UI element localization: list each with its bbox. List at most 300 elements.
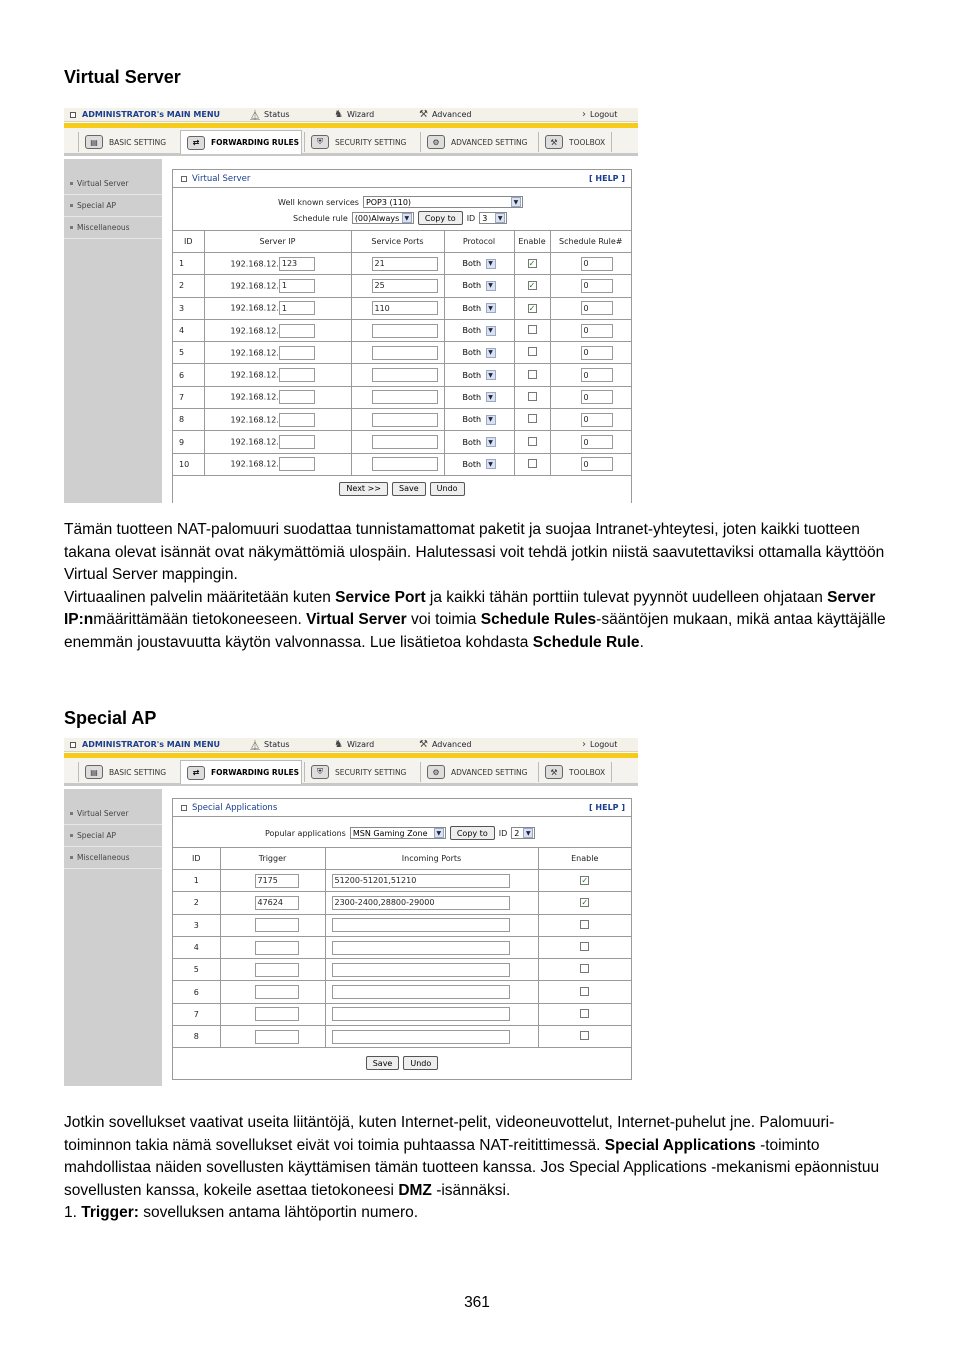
trigger-cell (220, 1003, 325, 1025)
trigger-input[interactable] (255, 1007, 299, 1021)
undo-button[interactable]: Undo (403, 1056, 438, 1070)
incoming-ports-input[interactable] (332, 985, 510, 999)
server-ip-cell (204, 253, 351, 275)
paragraph-special-applications: Jotkin sovellukset vaativat useita liitäntöjä, kuten Internet-pelit, videoneuvottelut, Internet-puhelut jne. Palomuuri-toiminnon takia nämä sovellukset eivät voi toimia puhtaassa NAT-reitittimessä. Special Applications -toiminto mahdollistaa näiden sovellusten käyttämisen tämän tuotteen kanssa. Jos Special Applications -mekanismi epäonnistuu sovellusten kanssa, kokeile asettaa tietokoneesi DMZ -isännäksi. (64, 1114, 880, 1199)
enable-cell (538, 1026, 631, 1048)
server-ip-cell (204, 275, 351, 297)
table-row (173, 319, 631, 341)
service-ports-input[interactable]: 25 (372, 279, 438, 293)
sidebar-item-virtual-server[interactable]: Virtual Server (64, 173, 162, 195)
table-row (173, 1003, 631, 1025)
well-known-services-select[interactable]: POP3 (110) ▼ (363, 196, 523, 208)
protocol-cell (444, 253, 514, 275)
enable-checkbox[interactable] (580, 920, 589, 929)
service-ports-cell (351, 253, 444, 275)
forwarding-rules-icon: ⇄ (187, 136, 205, 150)
top-menu-bar (64, 108, 638, 122)
row-id: 5 (173, 342, 204, 364)
server-ip-input[interactable]: 1 (279, 301, 315, 315)
service-ports-input[interactable] (372, 413, 438, 427)
panel-title: Virtual Server (192, 173, 251, 184)
advanced-link[interactable]: Advanced (431, 740, 472, 749)
service-ports-input[interactable] (372, 435, 438, 449)
sidebar (64, 159, 162, 503)
server-ip-cell (204, 364, 351, 386)
service-ports-cell (351, 364, 444, 386)
sidebar-item-special-ap[interactable]: Special AP (64, 195, 162, 217)
enable-checkbox[interactable] (528, 437, 537, 446)
advanced-icon: ⚒ (419, 739, 428, 750)
status-link[interactable]: Status (264, 110, 290, 119)
ip-prefix: 192.168.12. (230, 415, 279, 425)
table-row (173, 386, 631, 408)
dropdown-arrow-icon: ▼ (523, 828, 533, 838)
save-button[interactable]: Save (392, 482, 426, 496)
protocol-cell (444, 431, 514, 453)
enable-checkbox[interactable] (528, 392, 537, 401)
protocol-select[interactable] (461, 436, 497, 448)
service-ports-input[interactable] (372, 390, 438, 404)
row-id: 2 (173, 275, 204, 297)
protocol-cell (444, 275, 514, 297)
virtual-server-panel (172, 169, 632, 503)
row-id: 8 (173, 409, 204, 431)
trigger-input[interactable]: 47624 (255, 896, 299, 910)
status-link[interactable]: Status (264, 740, 290, 749)
schedule-rule-cell (550, 431, 631, 453)
main-tabs (64, 758, 638, 786)
incoming-ports-cell (325, 936, 538, 958)
enable-cell (514, 431, 550, 453)
trigger-cell (220, 959, 325, 981)
dropdown-arrow-icon: ▼ (486, 303, 496, 313)
menu-square-icon (70, 112, 76, 118)
enable-cell (514, 386, 550, 408)
protocol-cell (444, 386, 514, 408)
enable-checkbox-checked[interactable]: ✓ (528, 259, 536, 269)
server-ip-input[interactable] (279, 324, 315, 338)
table-row (173, 275, 631, 297)
ip-prefix: 192.168.12. (230, 326, 279, 336)
column-header: Protocol (444, 231, 514, 253)
enable-checkbox[interactable] (528, 459, 537, 468)
enable-checkbox-checked[interactable]: ✓ (528, 303, 536, 313)
virtual-server-form (173, 188, 631, 230)
column-header: Enable (538, 848, 631, 870)
trigger-cell (220, 981, 325, 1003)
table-row (173, 297, 631, 319)
table-row (173, 936, 631, 958)
trigger-input[interactable] (255, 941, 299, 955)
enable-cell (514, 342, 550, 364)
save-button[interactable]: Save (366, 1056, 400, 1070)
enable-cell (538, 959, 631, 981)
forwarding-rules-icon: ⇄ (187, 766, 205, 780)
table-row (173, 870, 631, 892)
enable-checkbox[interactable] (580, 987, 589, 996)
row-id: 2 (173, 892, 220, 914)
row-id: 7 (173, 386, 204, 408)
help-link[interactable]: [ HELP ] (588, 174, 625, 183)
panel-title-bar (173, 170, 631, 188)
protocol-value: Both (462, 392, 482, 402)
service-ports-input[interactable] (372, 346, 438, 360)
incoming-ports-cell (325, 914, 538, 936)
column-header: ID (173, 231, 204, 253)
paragraph-details: Virtuaalinen palvelin määritetään kuten Service Port ja kaikki tähän porttiin tulevat pyynnöt uudelleen ohjataan Server IP:nmäärittämään tietokoneeseen. Virtual Server voi toimia Schedule Rules-sääntöjen mukaan, mikä antaa käyttäjälle enemmän joustavuutta käytön valvonnassa. Lue lisätietoa kohdasta Schedule Rule. (64, 588, 886, 651)
enable-checkbox-checked[interactable]: ✓ (528, 281, 536, 291)
protocol-value: Both (462, 326, 482, 336)
incoming-ports-input[interactable]: 51200-51201,51210 (332, 874, 510, 888)
tab-forwarding-rules[interactable]: ⇄ FORWARDING RULES (180, 130, 302, 154)
dropdown-arrow-icon: ▼ (511, 197, 521, 207)
incoming-ports-input[interactable]: 2300-2400,28800-29000 (332, 896, 510, 910)
enable-checkbox[interactable] (528, 370, 537, 379)
page-number: 361 (464, 1294, 490, 1311)
column-header: Enable (514, 231, 550, 253)
sidebar-item-miscellaneous[interactable]: Miscellaneous (64, 847, 162, 869)
paragraph-trigger: 1. Trigger: sovelluksen antama lähtöportin numero. (64, 1204, 419, 1222)
wizard-link[interactable]: Wizard (346, 110, 375, 119)
tab-forwarding-rules[interactable]: ⇄ FORWARDING RULES (180, 760, 302, 784)
panel-title-bar (173, 799, 631, 817)
popular-applications-select[interactable]: MSN Gaming Zone ▼ (350, 827, 446, 839)
service-ports-cell (351, 431, 444, 453)
service-ports-cell (351, 342, 444, 364)
ip-prefix: 192.168.12. (230, 348, 279, 358)
incoming-ports-input[interactable] (332, 1007, 510, 1021)
enable-checkbox[interactable] (580, 964, 589, 973)
basic-setting-icon: ▤ (85, 135, 103, 149)
schedule-rule-cell (550, 409, 631, 431)
protocol-value: Both (462, 259, 482, 269)
server-ip-input[interactable] (279, 435, 315, 449)
row-id: 6 (173, 981, 220, 1003)
server-ip-input[interactable] (279, 346, 315, 360)
dropdown-arrow-icon: ▼ (434, 828, 444, 838)
enable-checkbox[interactable] (580, 1031, 589, 1040)
ip-prefix: 192.168.12. (230, 303, 279, 313)
protocol-select[interactable] (461, 458, 497, 470)
trigger-cell (220, 914, 325, 936)
dropdown-arrow-icon: ▼ (486, 459, 496, 469)
protocol-select[interactable] (461, 258, 497, 270)
table-row (173, 914, 631, 936)
protocol-value: Both (462, 459, 482, 469)
service-ports-input[interactable] (372, 324, 438, 338)
admin-main-menu-link[interactable]: ADMINISTRATOR's MAIN MENU (82, 740, 221, 749)
table-row (173, 1026, 631, 1048)
schedule-rule-input[interactable]: 0 (581, 413, 613, 427)
protocol-cell (444, 319, 514, 341)
service-ports-cell (351, 319, 444, 341)
schedule-rule-cell (550, 297, 631, 319)
table-row (173, 892, 631, 914)
enable-checkbox[interactable] (528, 347, 537, 356)
trigger-input[interactable]: 7175 (255, 874, 299, 888)
table-row (173, 409, 631, 431)
incoming-ports-cell (325, 959, 538, 981)
protocol-select[interactable] (461, 414, 497, 426)
protocol-select[interactable] (461, 302, 497, 314)
row-id: 7 (173, 1003, 220, 1025)
enable-cell (514, 275, 550, 297)
help-link[interactable]: [ HELP ] (588, 803, 625, 812)
enable-checkbox-checked[interactable]: ✓ (581, 876, 589, 886)
service-ports-input[interactable] (372, 368, 438, 382)
enable-cell (514, 297, 550, 319)
next-button[interactable]: Next >> (339, 482, 388, 496)
service-ports-input[interactable] (372, 457, 438, 471)
column-header: Incoming Ports (325, 848, 538, 870)
enable-cell (538, 936, 631, 958)
wizard-icon: ♞ (334, 739, 343, 750)
incoming-ports-input[interactable] (332, 918, 510, 932)
schedule-rule-input[interactable]: 0 (581, 346, 613, 360)
row-id: 3 (173, 914, 220, 936)
dropdown-arrow-icon: ▼ (486, 259, 496, 269)
copy-to-button[interactable]: Copy to (450, 826, 495, 840)
security-setting-icon: ⛨ (311, 135, 329, 149)
enable-cell (538, 1003, 631, 1025)
sidebar-item-special-ap[interactable]: Special AP (64, 825, 162, 847)
top-menu-bar (64, 738, 638, 752)
special-ap-screenshot (64, 738, 638, 1086)
protocol-select[interactable] (461, 325, 497, 337)
table-row (173, 342, 631, 364)
trigger-input[interactable] (255, 918, 299, 932)
id-select[interactable]: 2 ▼ (511, 827, 535, 839)
panel-title: Special Applications (192, 802, 278, 813)
logout-link[interactable]: Logout (590, 110, 618, 119)
schedule-rule-cell (550, 319, 631, 341)
logout-link[interactable]: Logout (590, 740, 618, 749)
schedule-rule-cell (550, 342, 631, 364)
trigger-cell (220, 892, 325, 914)
id-select[interactable]: 3 ▼ (479, 212, 507, 224)
server-ip-cell (204, 342, 351, 364)
server-ip-cell (204, 453, 351, 475)
column-header: ID (173, 848, 220, 870)
special-applications-table (173, 847, 631, 1048)
incoming-ports-input[interactable] (332, 1030, 510, 1044)
schedule-rule-input[interactable]: 0 (581, 368, 613, 382)
ip-prefix: 192.168.12. (230, 370, 279, 380)
tab-security-setting[interactable]: ⛨ SECURITY SETTING (304, 132, 406, 152)
virtual-server-buttons (173, 476, 631, 502)
paragraph-intro: Tämän tuotteen NAT-palomuuri suodattaa tunnistamattomat paketit ja suojaa Intranet-yhteytesi, joten kaikki tuotteen takana olevat isännät ovat näkymättömiä ulospäin. Halutessasi voit tehdä jotkin niistä saavutettaviksi ottamalla käyttöön Virtual Server mappingin. (64, 521, 885, 584)
trigger-cell (220, 1026, 325, 1048)
enable-cell (514, 253, 550, 275)
ip-prefix: 192.168.12. (230, 459, 279, 469)
incoming-ports-input[interactable] (332, 963, 510, 977)
column-header: Service Ports (351, 231, 444, 253)
status-icon: ⏅ (250, 111, 260, 122)
service-ports-cell (351, 409, 444, 431)
schedule-rule-input[interactable]: 0 (581, 324, 613, 338)
server-ip-cell (204, 409, 351, 431)
dropdown-arrow-icon: ▼ (486, 370, 496, 380)
dropdown-arrow-icon: ▼ (486, 392, 496, 402)
popular-applications-label: Popular applications (265, 828, 346, 838)
server-ip-input[interactable] (279, 390, 315, 404)
schedule-rule-input[interactable]: 0 (581, 279, 613, 293)
schedule-rule-input[interactable]: 0 (581, 257, 613, 271)
wizard-link[interactable]: Wizard (346, 740, 375, 749)
column-header: Trigger (220, 848, 325, 870)
table-row (173, 431, 631, 453)
logout-arrow-icon: › (582, 109, 586, 120)
dropdown-arrow-icon: ▼ (486, 437, 496, 447)
enable-checkbox[interactable] (528, 414, 537, 423)
service-ports-input[interactable]: 110 (372, 301, 438, 315)
protocol-select[interactable] (461, 369, 497, 381)
server-ip-input[interactable]: 1 (279, 279, 315, 293)
protocol-select[interactable] (461, 391, 497, 403)
trigger-input[interactable] (255, 1030, 299, 1044)
server-ip-cell (204, 386, 351, 408)
wizard-icon: ♞ (334, 109, 343, 120)
protocol-value: Both (462, 437, 482, 447)
admin-main-menu-link[interactable]: ADMINISTRATOR's MAIN MENU (82, 110, 221, 119)
advanced-setting-icon: ⚙ (427, 135, 445, 149)
trigger-input[interactable] (255, 963, 299, 977)
protocol-value: Both (462, 415, 482, 425)
row-id: 5 (173, 959, 220, 981)
row-id: 1 (173, 870, 220, 892)
protocol-select[interactable] (461, 280, 497, 292)
protocol-cell (444, 453, 514, 475)
menu-square-icon (70, 742, 76, 748)
service-ports-input[interactable]: 21 (372, 257, 438, 271)
schedule-rule-cell (550, 386, 631, 408)
protocol-value: Both (462, 370, 482, 380)
tab-toolbox[interactable]: ⚒ TOOLBOX (538, 762, 612, 782)
dropdown-arrow-icon: ▼ (402, 213, 412, 223)
protocol-select[interactable] (461, 347, 497, 359)
row-id: 4 (173, 936, 220, 958)
trigger-cell (220, 936, 325, 958)
enable-checkbox-checked[interactable]: ✓ (581, 898, 589, 908)
service-ports-cell (351, 453, 444, 475)
tab-toolbox[interactable]: ⚒ TOOLBOX (538, 132, 612, 152)
incoming-ports-cell (325, 1026, 538, 1048)
incoming-ports-cell (325, 981, 538, 1003)
undo-button[interactable]: Undo (430, 482, 465, 496)
trigger-input[interactable] (255, 985, 299, 999)
column-header: Server IP (204, 231, 351, 253)
tab-basic-setting[interactable]: ▤ BASIC SETTING (78, 132, 166, 152)
trigger-cell (220, 870, 325, 892)
special-applications-panel (172, 798, 632, 1080)
schedule-rule-input[interactable]: 0 (581, 457, 613, 471)
protocol-cell (444, 297, 514, 319)
status-icon: ⏅ (250, 741, 260, 752)
table-row (173, 959, 631, 981)
server-ip-input[interactable]: 123 (279, 257, 315, 271)
schedule-rule-cell (550, 453, 631, 475)
logout-arrow-icon: › (582, 739, 586, 750)
schedule-rule-input[interactable]: 0 (581, 301, 613, 315)
enable-cell (538, 892, 631, 914)
protocol-value: Both (462, 348, 482, 358)
main-tabs (64, 128, 638, 156)
protocol-cell (444, 342, 514, 364)
id-label: ID (498, 828, 508, 838)
column-header: Schedule Rule# (550, 231, 631, 253)
tab-advanced-setting[interactable]: ⚙ ADVANCED SETTING (420, 762, 527, 782)
row-id: 9 (173, 431, 204, 453)
security-setting-icon: ⛨ (311, 765, 329, 779)
row-id: 10 (173, 453, 204, 475)
schedule-rule-select[interactable]: (00)Always ▼ (352, 212, 414, 224)
panel-square-icon (181, 805, 187, 811)
enable-cell (514, 409, 550, 431)
service-ports-cell (351, 386, 444, 408)
dropdown-arrow-icon: ▼ (486, 281, 496, 291)
schedule-rule-input[interactable]: 0 (581, 435, 613, 449)
schedule-rule-input[interactable]: 0 (581, 390, 613, 404)
basic-setting-icon: ▤ (85, 765, 103, 779)
section-heading-special-ap: Special AP (64, 708, 157, 728)
special-applications-form (173, 817, 631, 847)
tab-advanced-setting[interactable]: ⚙ ADVANCED SETTING (420, 132, 527, 152)
sidebar-item-virtual-server[interactable]: Virtual Server (64, 803, 162, 825)
incoming-ports-cell (325, 892, 538, 914)
server-ip-cell (204, 297, 351, 319)
row-id: 6 (173, 364, 204, 386)
tab-basic-setting[interactable]: ▤ BASIC SETTING (78, 762, 166, 782)
server-ip-input[interactable] (279, 368, 315, 382)
ip-prefix: 192.168.12. (230, 259, 279, 269)
protocol-cell (444, 409, 514, 431)
copy-to-button[interactable]: Copy to (418, 211, 463, 225)
dropdown-arrow-icon: ▼ (486, 348, 496, 358)
section-heading-virtual-server: Virtual Server (64, 67, 181, 87)
virtual-server-table (173, 230, 631, 476)
toolbox-icon: ⚒ (545, 135, 563, 149)
enable-checkbox[interactable] (580, 942, 589, 951)
id-label: ID (466, 213, 476, 223)
enable-cell (514, 453, 550, 475)
ip-prefix: 192.168.12. (230, 437, 279, 447)
protocol-cell (444, 364, 514, 386)
enable-cell (538, 870, 631, 892)
enable-cell (538, 914, 631, 936)
enable-cell (514, 319, 550, 341)
toolbox-icon: ⚒ (545, 765, 563, 779)
incoming-ports-cell (325, 870, 538, 892)
advanced-setting-icon: ⚙ (427, 765, 445, 779)
panel-square-icon (181, 176, 187, 182)
server-ip-input[interactable] (279, 457, 315, 471)
enable-checkbox[interactable] (580, 1009, 589, 1018)
row-id: 1 (173, 253, 204, 275)
tab-security-setting[interactable]: ⛨ SECURITY SETTING (304, 762, 406, 782)
enable-checkbox[interactable] (528, 325, 537, 334)
table-row (173, 453, 631, 475)
sidebar-item-miscellaneous[interactable]: Miscellaneous (64, 217, 162, 239)
server-ip-input[interactable] (279, 413, 315, 427)
schedule-rule-cell (550, 364, 631, 386)
advanced-link[interactable]: Advanced (431, 110, 472, 119)
well-known-services-label: Well known services (278, 197, 359, 207)
incoming-ports-input[interactable] (332, 941, 510, 955)
special-applications-buttons (173, 1048, 631, 1078)
table-row (173, 981, 631, 1003)
schedule-rule-cell (550, 253, 631, 275)
enable-cell (538, 981, 631, 1003)
